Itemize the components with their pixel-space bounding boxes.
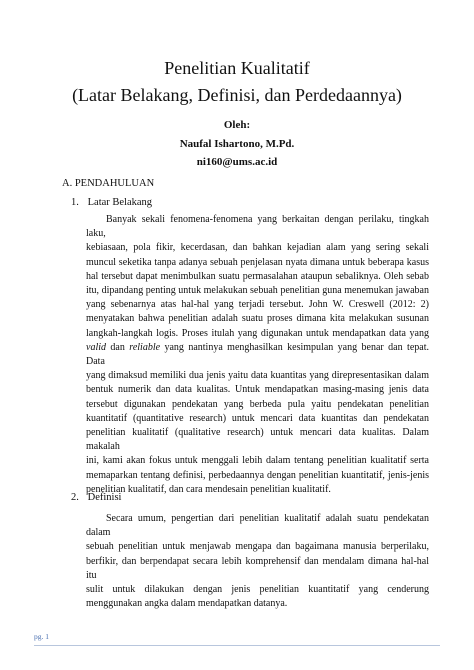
paragraph-line: yang dimaksud memiliki dua jenis yaitu data kuantitas yang direpresentasikan dalam <box>86 370 429 382</box>
paragraph-line: sulit untuk dilakukan dengan jenis penelitian kuantitatif yang cenderung <box>86 584 429 596</box>
subsection-number: 1. <box>71 197 79 208</box>
paragraph-line: menggunakan angka dalam mendapatkan datanya. <box>86 598 288 610</box>
by-label: Oleh: <box>223 119 251 131</box>
page-number: pg. 1 <box>34 632 49 641</box>
subsection-title: Latar Belakang <box>87 197 153 208</box>
document-subtitle: (Latar Belakang, Definisi, dan Perdedaannya) <box>72 85 402 105</box>
document-title: Penelitian Kualitatif <box>164 58 310 78</box>
paragraph-line: valid dan reliable yang nantinya menghasilkan kesimpulan yang benar dan tepat. Data <box>86 341 429 368</box>
subsection-number: 2. <box>71 492 79 503</box>
paragraph-line: berfikir, dan berpendapat secara lebih komprehensif dan mendalam dimana hal-hal itu <box>86 555 429 581</box>
paragraph-line: penelitian kualitatif (qualitative research) untuk mencari data kualitas. Dalam makalah <box>86 427 429 453</box>
paragraph-line: muncul seketika tanpa adanya sebuah penjelasan nyata dimana untuk beberapa kasus <box>86 256 429 268</box>
paragraph-line: ini, kami akan fokus untuk menggali lebih dalam tentang penelitian kualitatif serta <box>86 455 429 467</box>
paragraph-line: langkah-langkah logis. Proses itulah yang digunakan untuk mendapatkan data yang <box>86 327 429 339</box>
paragraph-definisi <box>86 512 429 611</box>
paragraph-line: yang sebenarnya atas hal-hal yang terjadi tersebut. John W. Creswell (2012: 2) <box>86 299 429 311</box>
paragraph-line: memaparkan tentang definisi, perbedaannya dengan penelitian kuantitatif, jenis-jenis <box>86 469 429 481</box>
paragraph-line: sebuah penelitian untuk menjawab mengapa dan bagaimana manusia berperilaku, <box>86 541 429 553</box>
author-email: ni160@ums.ac.id <box>196 156 278 168</box>
paragraph-latar-belakang <box>86 213 429 497</box>
subsection-title: Definisi <box>87 492 122 503</box>
paragraph-line: itu, dipandang penting untuk melakukan sebuah penelitian guna menemukan jawaban <box>86 285 429 297</box>
paragraph-line: menyatakan bahwa penelitian adalah suatu proses dimana kita melakukan susunan <box>86 313 429 325</box>
subsection-heading-definisi <box>71 492 121 503</box>
subsection-heading-latar-belakang <box>71 197 152 208</box>
paragraph-line: Banyak sekali fenomena-fenomena yang berkaitan dengan perilaku, tingkah laku, <box>86 214 429 240</box>
author-name: Naufal Ishartono, M.Pd. <box>179 138 295 150</box>
paragraph-line: hal tersebut dapat menimbulkan suatu permasalahan ataupun sebaliknya. Oleh sebab <box>86 270 429 282</box>
section-heading-pendahuluan: A. PENDAHULUAN <box>62 178 155 189</box>
paragraph-line: bentuk numerik dan data kualitas. Untuk mendapatkan masing-masing jenis data <box>86 384 429 396</box>
footer-divider <box>34 645 440 646</box>
paragraph-line: kebiasaan, pola fikir, kecerdasan, dan bahkan kejadian alam yang sering sekali <box>86 242 429 254</box>
paragraph-line: penelitian kualitatif, dan cara mendesain penelitian kualitatif. <box>86 483 331 495</box>
paragraph-line: kuantitatif (quantitative research) untuk mencari data kuantitas dan pendekatan <box>86 412 429 424</box>
paragraph-line: Secara umum, pengertian dari penelitian kualitatif adalah suatu pendekatan dalam <box>86 513 429 539</box>
paragraph-line: tersebut digunakan pendekatan yang berbeda pula yaitu pendekatan penelitian <box>86 398 429 410</box>
